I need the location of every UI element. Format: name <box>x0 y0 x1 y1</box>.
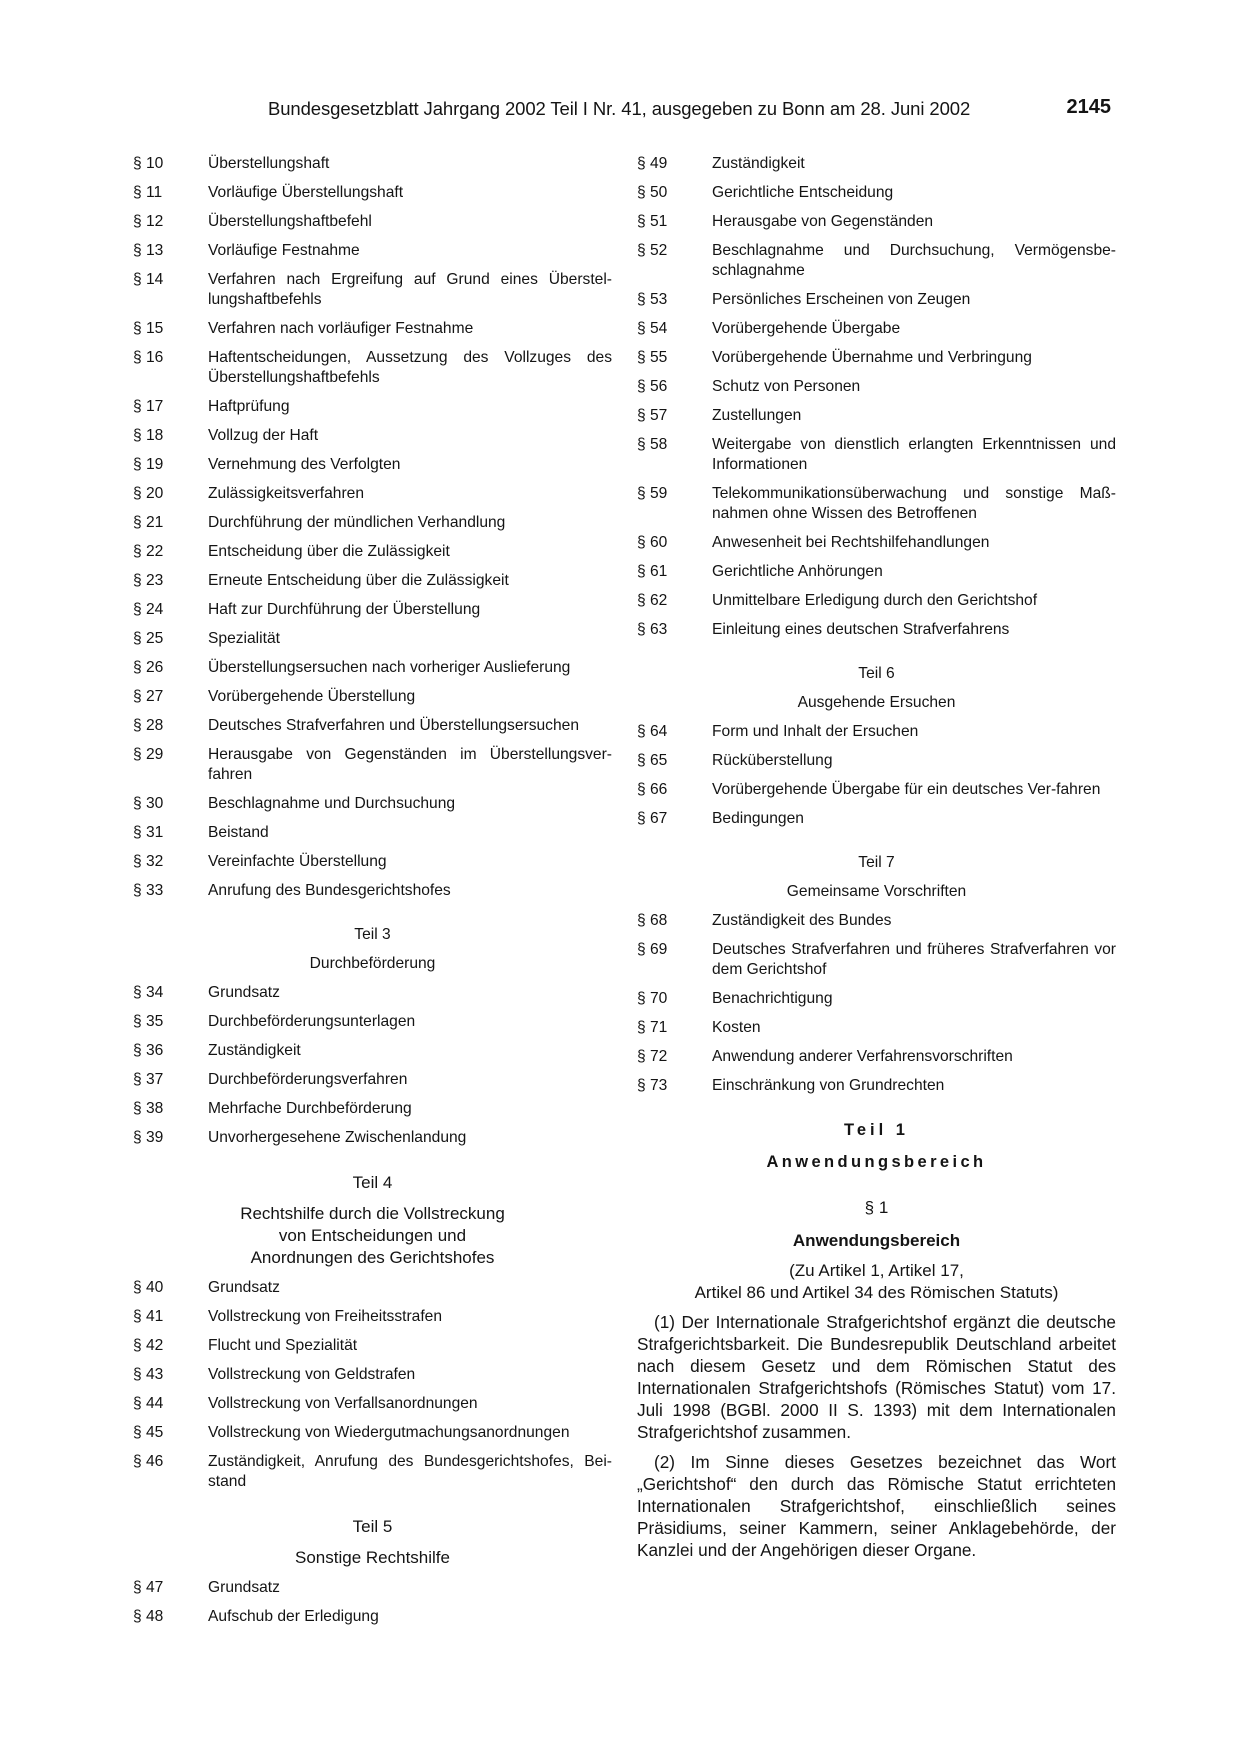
section-number: § 66 <box>637 781 668 798</box>
section-number: § 52 <box>637 242 668 259</box>
toc-entry <box>637 591 1116 611</box>
section-number: § 40 <box>133 1279 164 1296</box>
section-title: Aufschub der Erledigung <box>208 1608 379 1625</box>
reference-line: Artikel 86 und Artikel 34 des Römischen Statuts) <box>694 1283 1059 1302</box>
section-title: Überstellungshaft <box>208 155 330 172</box>
section-number: § 56 <box>637 378 668 395</box>
section-number: § 18 <box>133 427 164 444</box>
section-title: Vollstreckung von Freiheitsstrafen <box>208 1308 443 1325</box>
section-number: § 28 <box>133 717 164 734</box>
toc-entry <box>637 241 1116 281</box>
section-number: § 64 <box>637 723 668 740</box>
section-number: § 39 <box>133 1129 164 1146</box>
section-number: § 47 <box>133 1579 164 1596</box>
section-title: Mehrfache Durchbeförderung <box>208 1100 412 1117</box>
section-number: § 32 <box>133 853 164 870</box>
section-title: Deutsches Strafverfahren und Überstellungsersuchen <box>208 717 579 734</box>
section-title: Grundsatz <box>208 984 280 1001</box>
section-number: § 45 <box>133 1424 164 1441</box>
toc-entry <box>133 794 612 814</box>
section-number: § 46 <box>133 1453 164 1470</box>
section-number: § 19 <box>133 456 164 473</box>
toc-entry <box>133 571 612 591</box>
toc-entry <box>133 658 612 678</box>
toc-entry <box>133 983 612 1003</box>
section-title: Überstellungsersuchen nach vorheriger Auslieferung <box>208 659 571 676</box>
section-reference <box>637 1260 1116 1304</box>
left-column <box>133 154 612 1636</box>
section-title: Beschlagnahme und Durchsuchung <box>208 795 456 812</box>
section-number: § 53 <box>637 291 668 308</box>
section-title: Beistand <box>208 824 269 841</box>
toc-entry <box>133 852 612 872</box>
section-title: Schutz von Personen <box>712 378 861 395</box>
toc-entry <box>637 406 1116 426</box>
section-title: Weitergabe von dienstlich erlangten Erkenntnissen und Informationen <box>712 436 1116 473</box>
body-paragraph: (2) Im Sinne dieses Gesetzes bezeichnet das Wort „Gerichtshof“ den durch das Römische Statut errichteten Internationalen Strafgerichtshof, einschließlich seines Präsidiums, seiner Kammern, seiner Anklagebehörde, der Kanzlei und der Angehörigen dieser Organe. <box>637 1452 1116 1560</box>
toc-entry <box>133 600 612 620</box>
heading-line: von Entscheidungen und <box>278 1226 467 1245</box>
section-title: Vereinfachte Überstellung <box>208 853 387 870</box>
part-heading: Sonstige Rechtshilfe <box>295 1548 450 1567</box>
section-number: § 42 <box>133 1337 164 1354</box>
section-number: § 50 <box>637 184 668 201</box>
section-title: Anwendung anderer Verfahrensvorschriften <box>712 1048 1013 1065</box>
section-title: Vollzug der Haft <box>208 427 319 444</box>
section-title: Haftentscheidungen, Aussetzung des Vollzuges des Überstellungshaftbefehls <box>208 349 612 386</box>
part-heading: Teil 3 <box>354 926 391 943</box>
section-title: Durchführung der mündlichen Verhandlung <box>208 514 506 531</box>
section-number: § 70 <box>637 990 668 1007</box>
toc-entry <box>637 319 1116 339</box>
section-title: Vollstreckung von Wiedergutmachungsanordnungen <box>208 1424 570 1441</box>
section-number: § 68 <box>637 912 668 929</box>
toc-entry <box>637 290 1116 310</box>
section-number: § 57 <box>637 407 668 424</box>
part-heading: Teil 7 <box>858 854 895 871</box>
toc-entry <box>133 542 612 562</box>
section-title: Zuständigkeit des Bundes <box>712 912 892 929</box>
toc-entry <box>133 1607 612 1627</box>
section-number: § 54 <box>637 320 668 337</box>
section-number: § 73 <box>637 1077 668 1094</box>
section-title: Vorübergehende Übergabe für ein deutsches Ver-fahren <box>712 781 1101 798</box>
toc-entry <box>133 1578 612 1598</box>
toc-entry <box>637 989 1116 1009</box>
toc-entry <box>637 1018 1116 1038</box>
section-number: § 12 <box>133 213 164 230</box>
toc-entry <box>133 1423 612 1443</box>
toc-entry <box>637 751 1116 771</box>
section-number: § 59 <box>637 485 668 502</box>
section-number: § 61 <box>637 563 668 580</box>
section-title: Vollstreckung von Geldstrafen <box>208 1366 416 1383</box>
toc-entry <box>637 809 1116 829</box>
section-title: Zuständigkeit, Anrufung des Bundesgerichtshofes, Bei-stand <box>208 1453 612 1490</box>
section-number: § 49 <box>637 155 668 172</box>
toc-entry <box>133 513 612 533</box>
toc-entry <box>637 620 1116 640</box>
section-title: Durchbeförderungsverfahren <box>208 1071 408 1088</box>
section-number: § 29 <box>133 746 164 763</box>
page-header <box>268 98 1111 128</box>
section-title: Spezialität <box>208 630 280 647</box>
section-title: Form und Inhalt der Ersuchen <box>712 723 919 740</box>
toc-entry <box>133 1365 612 1385</box>
toc-entry <box>133 426 612 446</box>
section-number: § 10 <box>133 155 164 172</box>
section-title: Gerichtliche Anhörungen <box>712 563 883 580</box>
section-number: § 44 <box>133 1395 164 1412</box>
section-title: Kosten <box>712 1019 761 1036</box>
reference-line: (Zu Artikel 1, Artikel 17, <box>789 1261 964 1280</box>
section-title: Rücküberstellung <box>712 752 833 769</box>
toc-entry <box>133 1394 612 1414</box>
section-number: § 13 <box>133 242 164 259</box>
section-number: § 16 <box>133 349 164 366</box>
section-title: Beschlagnahme und Durchsuchung, Vermögensbe-schlagnahme <box>712 242 1116 279</box>
section-number: § 63 <box>637 621 668 638</box>
section-number: § 33 <box>133 882 164 899</box>
section-title: Flucht und Spezialität <box>208 1337 358 1354</box>
section-title: Zuständigkeit <box>208 1042 301 1059</box>
toc-entry <box>133 1128 612 1148</box>
section-number: § 23 <box>133 572 164 589</box>
section-title: Benachrichtigung <box>712 990 833 1007</box>
toc-entry <box>133 881 612 901</box>
toc-entry <box>133 397 612 417</box>
section-title: Haftprüfung <box>208 398 290 415</box>
toc-entry <box>637 154 1116 174</box>
toc-entry <box>637 1076 1116 1096</box>
page-number: 2145 <box>1066 96 1111 118</box>
section-number: § 62 <box>637 592 668 609</box>
section-title: Vorübergehende Überstellung <box>208 688 416 705</box>
section-title: Herausgabe von Gegenständen im Überstellungsver-fahren <box>208 746 612 783</box>
section-number: § 41 <box>133 1308 164 1325</box>
toc-entry <box>133 270 612 310</box>
section-title: Entscheidung über die Zulässigkeit <box>208 543 450 560</box>
section-title: Einleitung eines deutschen Strafverfahrens <box>712 621 1010 638</box>
toc-entry <box>637 911 1116 931</box>
section-title: Vollstreckung von Verfallsanordnungen <box>208 1395 478 1412</box>
section-title: Zuständigkeit <box>712 155 805 172</box>
section-number: § 43 <box>133 1366 164 1383</box>
section-number: § 67 <box>637 810 668 827</box>
section-title: Persönliches Erscheinen von Zeugen <box>712 291 971 308</box>
toc-entry <box>133 687 612 707</box>
toc-entry <box>637 722 1116 742</box>
section-number: § 27 <box>133 688 164 705</box>
toc-entry <box>133 1070 612 1090</box>
section-number: § 26 <box>133 659 164 676</box>
section-heading: Anwendungsbereich <box>792 1231 961 1250</box>
part-title-heading: Anwendungsbereich <box>766 1153 987 1171</box>
toc-entry <box>133 154 612 174</box>
part-heading: Teil 6 <box>858 665 895 682</box>
section-number: § 35 <box>133 1013 164 1030</box>
running-title: Bundesgesetzblatt Jahrgang 2002 Teil I Nr. 41, ausgegeben zu Bonn am 28. Juni 2002 <box>268 98 971 119</box>
toc-entry <box>637 562 1116 582</box>
part-heading: Teil 4 <box>352 1173 393 1192</box>
section-number: § 55 <box>637 349 668 366</box>
section-number: § 60 <box>637 534 668 551</box>
section-number: § 17 <box>133 398 164 415</box>
section-title: Erneute Entscheidung über die Zulässigkeit <box>208 572 509 589</box>
toc-entry <box>133 1012 612 1032</box>
section-number: § 24 <box>133 601 164 618</box>
section-title: Einschränkung von Grundrechten <box>712 1077 945 1094</box>
toc-entry <box>637 484 1116 524</box>
section-number: § 71 <box>637 1019 668 1036</box>
section-title: Durchbeförderungsunterlagen <box>208 1013 416 1030</box>
section-number: § 37 <box>133 1071 164 1088</box>
part-heading: Gemeinsame Vorschriften <box>786 883 967 900</box>
section-number: § 22 <box>133 543 164 560</box>
section-title: Vorübergehende Übernahme und Verbringung <box>712 349 1032 366</box>
toc-entry <box>133 1336 612 1356</box>
section-number: § 65 <box>637 752 668 769</box>
section-title: Überstellungshaftbefehl <box>208 213 372 230</box>
section-number: § 31 <box>133 824 164 841</box>
section-title: Telekommunikationsüberwachung und sonstige Maß-nahmen ohne Wissen des Betroffenen <box>712 485 1116 522</box>
part-heading: Durchbeförderung <box>309 955 436 972</box>
toc-entry <box>133 1099 612 1119</box>
section-number: § 14 <box>133 271 164 288</box>
section-number: § 38 <box>133 1100 164 1117</box>
section-title: Vorübergehende Übergabe <box>712 320 901 337</box>
section-number: § 25 <box>133 630 164 647</box>
body-paragraph: (1) Der Internationale Strafgerichtshof ergänzt die deutsche Strafgerichtsbarkeit. Die Bundesrepublik Deutschland arbeitet nach diesem Gesetz und dem Römischen Statut des Internationalen Strafgerichtshofs (Römisches Statut) vom 17. Juli 1998 (BGBl. 2000 II S. 1393) mit dem Internationalen Strafgerichtshof zusammen. <box>637 1312 1116 1442</box>
section-title: Deutsches Strafverfahren und früheres Strafverfahren vor dem Gerichtshof <box>712 941 1116 978</box>
right-column <box>637 154 1116 1569</box>
section-number: § 30 <box>133 795 164 812</box>
section-title: Zulässigkeitsverfahren <box>208 485 365 502</box>
section-number: § 15 <box>133 320 164 337</box>
section-title: Grundsatz <box>208 1279 280 1296</box>
section-title: Vernehmung des Verfolgten <box>208 456 401 473</box>
section-title: Vorläufige Überstellungshaft <box>208 184 404 201</box>
toc-entry <box>133 455 612 475</box>
toc-entry <box>133 1278 612 1298</box>
section-title: Unvorhergesehene Zwischenlandung <box>208 1129 467 1146</box>
section-title: Verfahren nach Ergreifung auf Grund eines Überstel-lungshaftbefehls <box>208 271 612 308</box>
toc-entry <box>133 1307 612 1327</box>
section-number: § 72 <box>637 1048 668 1065</box>
section-number: § 21 <box>133 514 164 531</box>
section-number: § 69 <box>637 941 668 958</box>
part-number-heading: Teil 1 <box>844 1121 909 1139</box>
toc-entry <box>133 484 612 504</box>
toc-entry <box>637 183 1116 203</box>
toc-entry <box>133 716 612 736</box>
toc-entry <box>637 348 1116 368</box>
toc-entry <box>133 212 612 232</box>
part-heading: Teil 5 <box>352 1517 393 1536</box>
toc-entry <box>133 348 612 388</box>
section-title: Grundsatz <box>208 1579 280 1596</box>
section-title: Verfahren nach vorläufiger Festnahme <box>208 320 474 337</box>
toc-entry <box>133 823 612 843</box>
section-number: § 11 <box>133 184 163 201</box>
section-number: § 51 <box>637 213 668 230</box>
section-number: § 58 <box>637 436 668 453</box>
toc-entry <box>637 212 1116 232</box>
section-title: Anrufung des Bundesgerichtshofes <box>208 882 451 899</box>
section-number: § 20 <box>133 485 164 502</box>
heading-line: Anordnungen des Gerichtshofes <box>250 1248 495 1267</box>
section-title: Bedingungen <box>712 810 804 827</box>
toc-entry <box>133 183 612 203</box>
section-title: Gerichtliche Entscheidung <box>712 184 894 201</box>
toc-entry <box>637 1047 1116 1067</box>
section-symbol: § 1 <box>864 1198 889 1217</box>
toc-entry <box>133 1452 612 1492</box>
section-title: Herausgabe von Gegenständen <box>712 213 934 230</box>
section-number: § 34 <box>133 984 164 1001</box>
toc-entry <box>133 745 612 785</box>
toc-entry <box>133 319 612 339</box>
section-title: Haft zur Durchführung der Überstellung <box>208 601 481 618</box>
section-number: § 48 <box>133 1608 164 1625</box>
toc-entry <box>637 940 1116 980</box>
section-number: § 36 <box>133 1042 164 1059</box>
part-heading <box>133 1203 612 1269</box>
toc-entry <box>133 1041 612 1061</box>
section-title: Vorläufige Festnahme <box>208 242 360 259</box>
section-title: Unmittelbare Erledigung durch den Gerichtshof <box>712 592 1038 609</box>
section-title: Anwesenheit bei Rechtshilfehandlungen <box>712 534 990 551</box>
toc-entry <box>637 377 1116 397</box>
toc-entry <box>637 533 1116 553</box>
part-heading: Ausgehende Ersuchen <box>797 694 956 711</box>
toc-entry <box>133 629 612 649</box>
toc-entry <box>637 435 1116 475</box>
toc-entry <box>133 241 612 261</box>
toc-entry <box>637 780 1116 800</box>
section-title: Zustellungen <box>712 407 802 424</box>
heading-line: Rechtshilfe durch die Vollstreckung <box>240 1204 505 1223</box>
